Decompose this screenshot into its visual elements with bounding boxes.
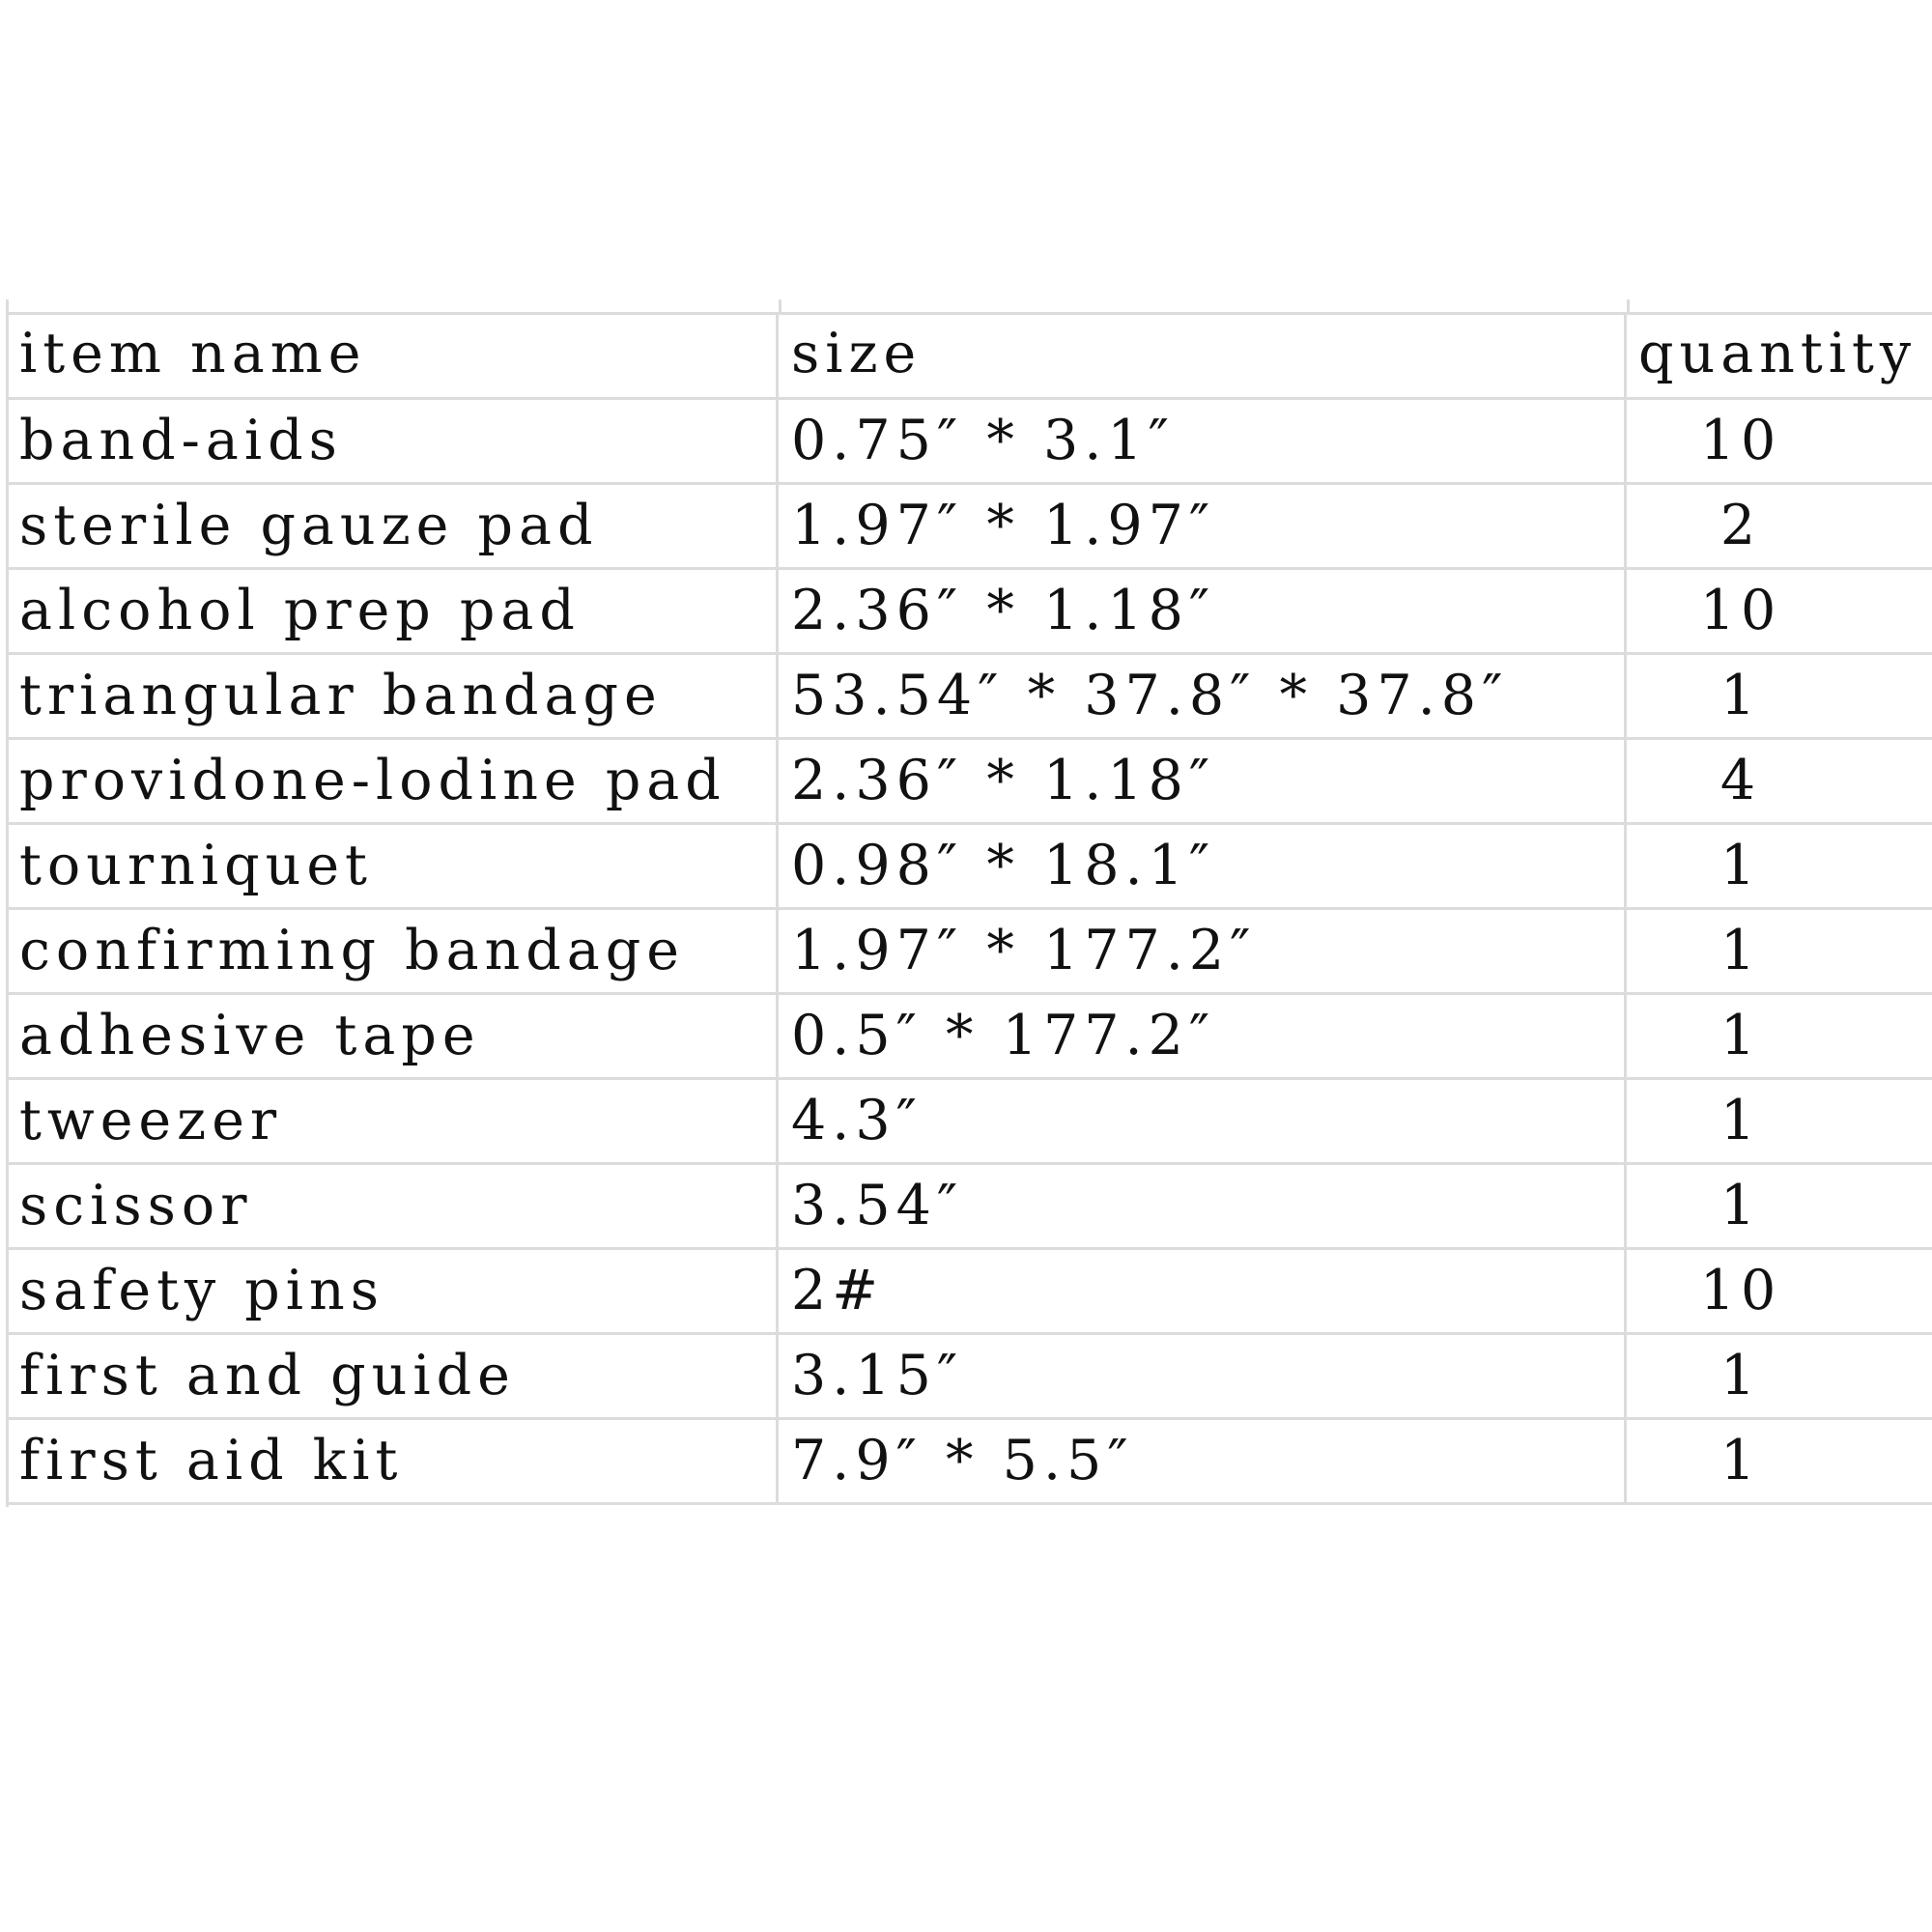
table-row xyxy=(6,910,1932,995)
cell-quantity[interactable]: 1 xyxy=(1719,1089,1762,1152)
cell-size[interactable]: 2.36″ * 1.18″ xyxy=(779,570,1627,652)
cell-quantity[interactable]: 1 xyxy=(1719,1004,1762,1067)
header-item-name[interactable]: item name xyxy=(6,315,779,397)
cell-quantity[interactable]: 10 xyxy=(1699,409,1782,472)
table-row xyxy=(6,1165,1932,1250)
table-row xyxy=(6,740,1932,825)
cell-quantity[interactable]: 1 xyxy=(1719,664,1762,727)
cell-size[interactable]: 7.9″ * 5.5″ xyxy=(779,1420,1627,1502)
table-row xyxy=(6,570,1932,655)
cell-quantity[interactable]: 10 xyxy=(1699,579,1782,642)
cell-quantity[interactable]: 1 xyxy=(1719,1344,1762,1407)
table-row xyxy=(6,1080,1932,1165)
spreadsheet-table xyxy=(6,312,1932,1505)
cell-item-name[interactable]: adhesive tape xyxy=(6,995,779,1077)
cell-size[interactable]: 1.97″ * 177.2″ xyxy=(779,910,1627,992)
cell-size[interactable]: 3.15″ xyxy=(779,1335,1627,1417)
cell-item-name[interactable]: tweezer xyxy=(6,1080,779,1162)
cell-quantity[interactable]: 1 xyxy=(1719,834,1762,897)
cell-quantity[interactable]: 10 xyxy=(1699,1259,1782,1322)
cell-quantity[interactable]: 1 xyxy=(1719,1174,1762,1237)
cell-size[interactable]: 0.75″ * 3.1″ xyxy=(779,400,1627,482)
table-row xyxy=(6,825,1932,910)
grid-column-divider xyxy=(779,299,781,312)
cell-item-name[interactable]: sterile gauze pad xyxy=(6,485,779,567)
table-row xyxy=(6,655,1932,740)
cell-size[interactable]: 2# xyxy=(779,1250,1627,1332)
cell-item-name[interactable]: alcohol prep pad xyxy=(6,570,779,652)
cell-size[interactable]: 0.98″ * 18.1″ xyxy=(779,825,1627,907)
cell-size[interactable]: 1.97″ * 1.97″ xyxy=(779,485,1627,567)
header-size[interactable]: size xyxy=(779,315,1627,397)
cell-size[interactable]: 2.36″ * 1.18″ xyxy=(779,740,1627,822)
cell-size[interactable]: 3.54″ xyxy=(779,1165,1627,1247)
header-quantity[interactable]: quantity xyxy=(1638,322,1918,385)
cell-quantity[interactable]: 4 xyxy=(1719,749,1762,812)
cell-quantity[interactable]: 1 xyxy=(1719,919,1762,982)
cell-item-name[interactable]: triangular bandage xyxy=(6,655,779,737)
table-row xyxy=(6,485,1932,570)
header-row xyxy=(6,315,1932,400)
cell-item-name[interactable]: tourniquet xyxy=(6,825,779,907)
cell-item-name[interactable]: first aid kit xyxy=(6,1420,779,1502)
cell-size[interactable]: 0.5″ * 177.2″ xyxy=(779,995,1627,1077)
cell-item-name[interactable]: band-aids xyxy=(6,400,779,482)
table-row xyxy=(6,1250,1932,1335)
cell-item-name[interactable]: first and guide xyxy=(6,1335,779,1417)
table-row xyxy=(6,995,1932,1080)
cell-quantity[interactable]: 2 xyxy=(1719,494,1762,557)
cell-quantity[interactable]: 1 xyxy=(1719,1429,1762,1492)
cell-item-name[interactable]: scissor xyxy=(6,1165,779,1247)
cell-item-name[interactable]: confirming bandage xyxy=(6,910,779,992)
cell-item-name[interactable]: providone-lodine pad xyxy=(6,740,779,822)
table-row xyxy=(6,1420,1932,1505)
cell-size[interactable]: 53.54″ * 37.8″ * 37.8″ xyxy=(779,655,1627,737)
grid-column-divider xyxy=(1627,299,1630,312)
cell-size[interactable]: 4.3″ xyxy=(779,1080,1627,1162)
cell-item-name[interactable]: safety pins xyxy=(6,1250,779,1332)
table-row xyxy=(6,400,1932,485)
table-row xyxy=(6,1335,1932,1420)
